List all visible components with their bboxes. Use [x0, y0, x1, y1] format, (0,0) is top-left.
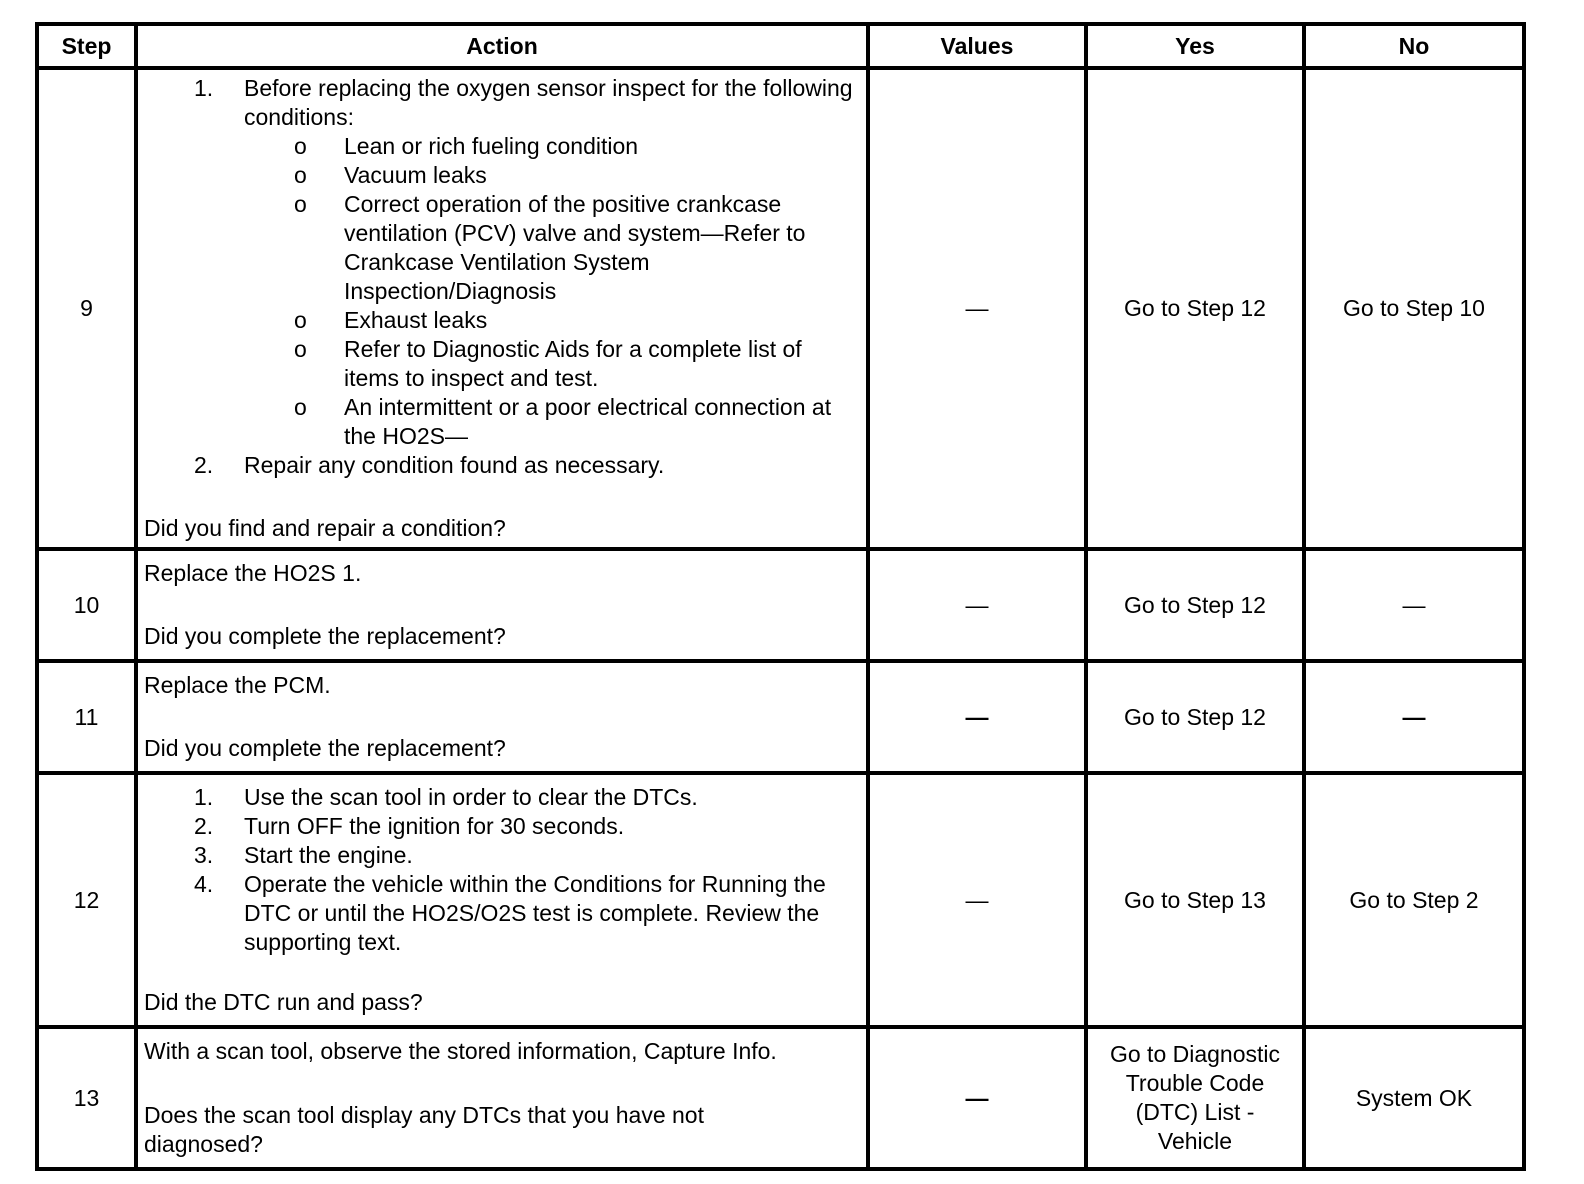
list-item: [244, 306, 862, 335]
item-text: Correct operation of the positive crankcase ventilation (PCV) valve and system—Refer to Crankcase Ventilation System Inspection/Diagnosis: [344, 191, 806, 304]
no-cell: System OK: [1304, 1027, 1524, 1169]
step-number: 13: [37, 1027, 136, 1169]
list-item: [144, 783, 862, 812]
table-row: [37, 1027, 1524, 1169]
item-text: Exhaust leaks: [344, 307, 488, 333]
list-item: [244, 132, 862, 161]
list-item: [244, 393, 862, 451]
values-cell: —: [868, 549, 1086, 661]
item-number: 1.: [194, 784, 214, 810]
action-text: With a scan tool, observe the stored information, Capture Info.: [144, 1038, 777, 1064]
yes-cell: Go to Step 13: [1086, 773, 1304, 1027]
list-item: [244, 335, 862, 393]
item-text: Refer to Diagnostic Aids for a complete list of items to inspect and test.: [344, 336, 802, 391]
action-question: Did you complete the replacement?: [144, 623, 506, 649]
header-values: Values: [868, 24, 1086, 68]
action-cell: [136, 773, 868, 1027]
no-cell: Go to Step 2: [1304, 773, 1524, 1027]
step-number: 12: [37, 773, 136, 1027]
step-number: 11: [37, 661, 136, 773]
action-cell: [136, 1027, 868, 1169]
action-question: Did the DTC run and pass?: [144, 989, 423, 1015]
list-item: [144, 870, 862, 957]
action-question: Did you find and repair a condition?: [144, 515, 506, 541]
table-row: [37, 661, 1524, 773]
numbered-list: [144, 74, 862, 480]
yes-cell: Go to Step 12: [1086, 549, 1304, 661]
action-question: Does the scan tool display any DTCs that you have not diagnosed?: [144, 1102, 704, 1157]
list-item: [144, 841, 862, 870]
item-text: Vacuum leaks: [344, 162, 487, 188]
step-number: 9: [37, 68, 136, 549]
table-row: [37, 773, 1524, 1027]
bullet-list: [244, 132, 862, 451]
header-row: [37, 24, 1524, 68]
diagnostic-table: [35, 22, 1526, 1171]
values-cell: —: [868, 1027, 1086, 1169]
item-text: Before replacing the oxygen sensor inspect for the following conditions:: [244, 75, 853, 130]
item-number: 2.: [194, 452, 214, 478]
item-text: Operate the vehicle within the Conditions for Running the DTC or until the HO2S/O2S test is complete. Review the supporting text.: [244, 871, 826, 955]
action-question: Did you complete the replacement?: [144, 735, 506, 761]
yes-cell: Go to Step 12: [1086, 661, 1304, 773]
no-cell: Go to Step 10: [1304, 68, 1524, 549]
list-item: [144, 812, 862, 841]
item-text: Turn OFF the ignition for 30 seconds.: [244, 813, 625, 839]
values-cell: —: [868, 661, 1086, 773]
bullet-icon: o: [294, 394, 307, 420]
numbered-list: [144, 783, 862, 957]
list-item: [144, 451, 862, 480]
header-step: Step: [37, 24, 136, 68]
bullet-icon: o: [294, 336, 307, 362]
list-item: [244, 161, 862, 190]
values-cell: —: [868, 68, 1086, 549]
action-text: Replace the HO2S 1.: [144, 560, 362, 586]
table-row: [37, 68, 1524, 549]
item-text: An intermittent or a poor electrical connection at the HO2S—: [344, 394, 832, 449]
item-text: Start the engine.: [244, 842, 413, 868]
header-yes: Yes: [1086, 24, 1304, 68]
yes-cell: Go to Diagnostic Trouble Code (DTC) List - Vehicle: [1086, 1027, 1304, 1169]
item-number: 1.: [194, 75, 214, 101]
action-text: Replace the PCM.: [144, 672, 331, 698]
action-cell: [136, 661, 868, 773]
no-cell: —: [1304, 549, 1524, 661]
item-text: Use the scan tool in order to clear the DTCs.: [244, 784, 698, 810]
list-item: [144, 74, 862, 451]
values-cell: —: [868, 773, 1086, 1027]
item-number: 4.: [194, 871, 214, 897]
table-row: [37, 549, 1524, 661]
bullet-icon: o: [294, 133, 307, 159]
bullet-icon: o: [294, 191, 307, 217]
bullet-icon: o: [294, 307, 307, 333]
item-number: 2.: [194, 813, 214, 839]
header-no: No: [1304, 24, 1524, 68]
header-action: Action: [136, 24, 868, 68]
yes-cell: Go to Step 12: [1086, 68, 1304, 549]
step-number: 10: [37, 549, 136, 661]
list-item: [244, 190, 862, 306]
action-cell: [136, 68, 868, 549]
item-text: Lean or rich fueling condition: [344, 133, 639, 159]
item-text: Repair any condition found as necessary.: [244, 452, 665, 478]
item-number: 3.: [194, 842, 214, 868]
bullet-icon: o: [294, 162, 307, 188]
no-cell: —: [1304, 661, 1524, 773]
action-cell: [136, 549, 868, 661]
